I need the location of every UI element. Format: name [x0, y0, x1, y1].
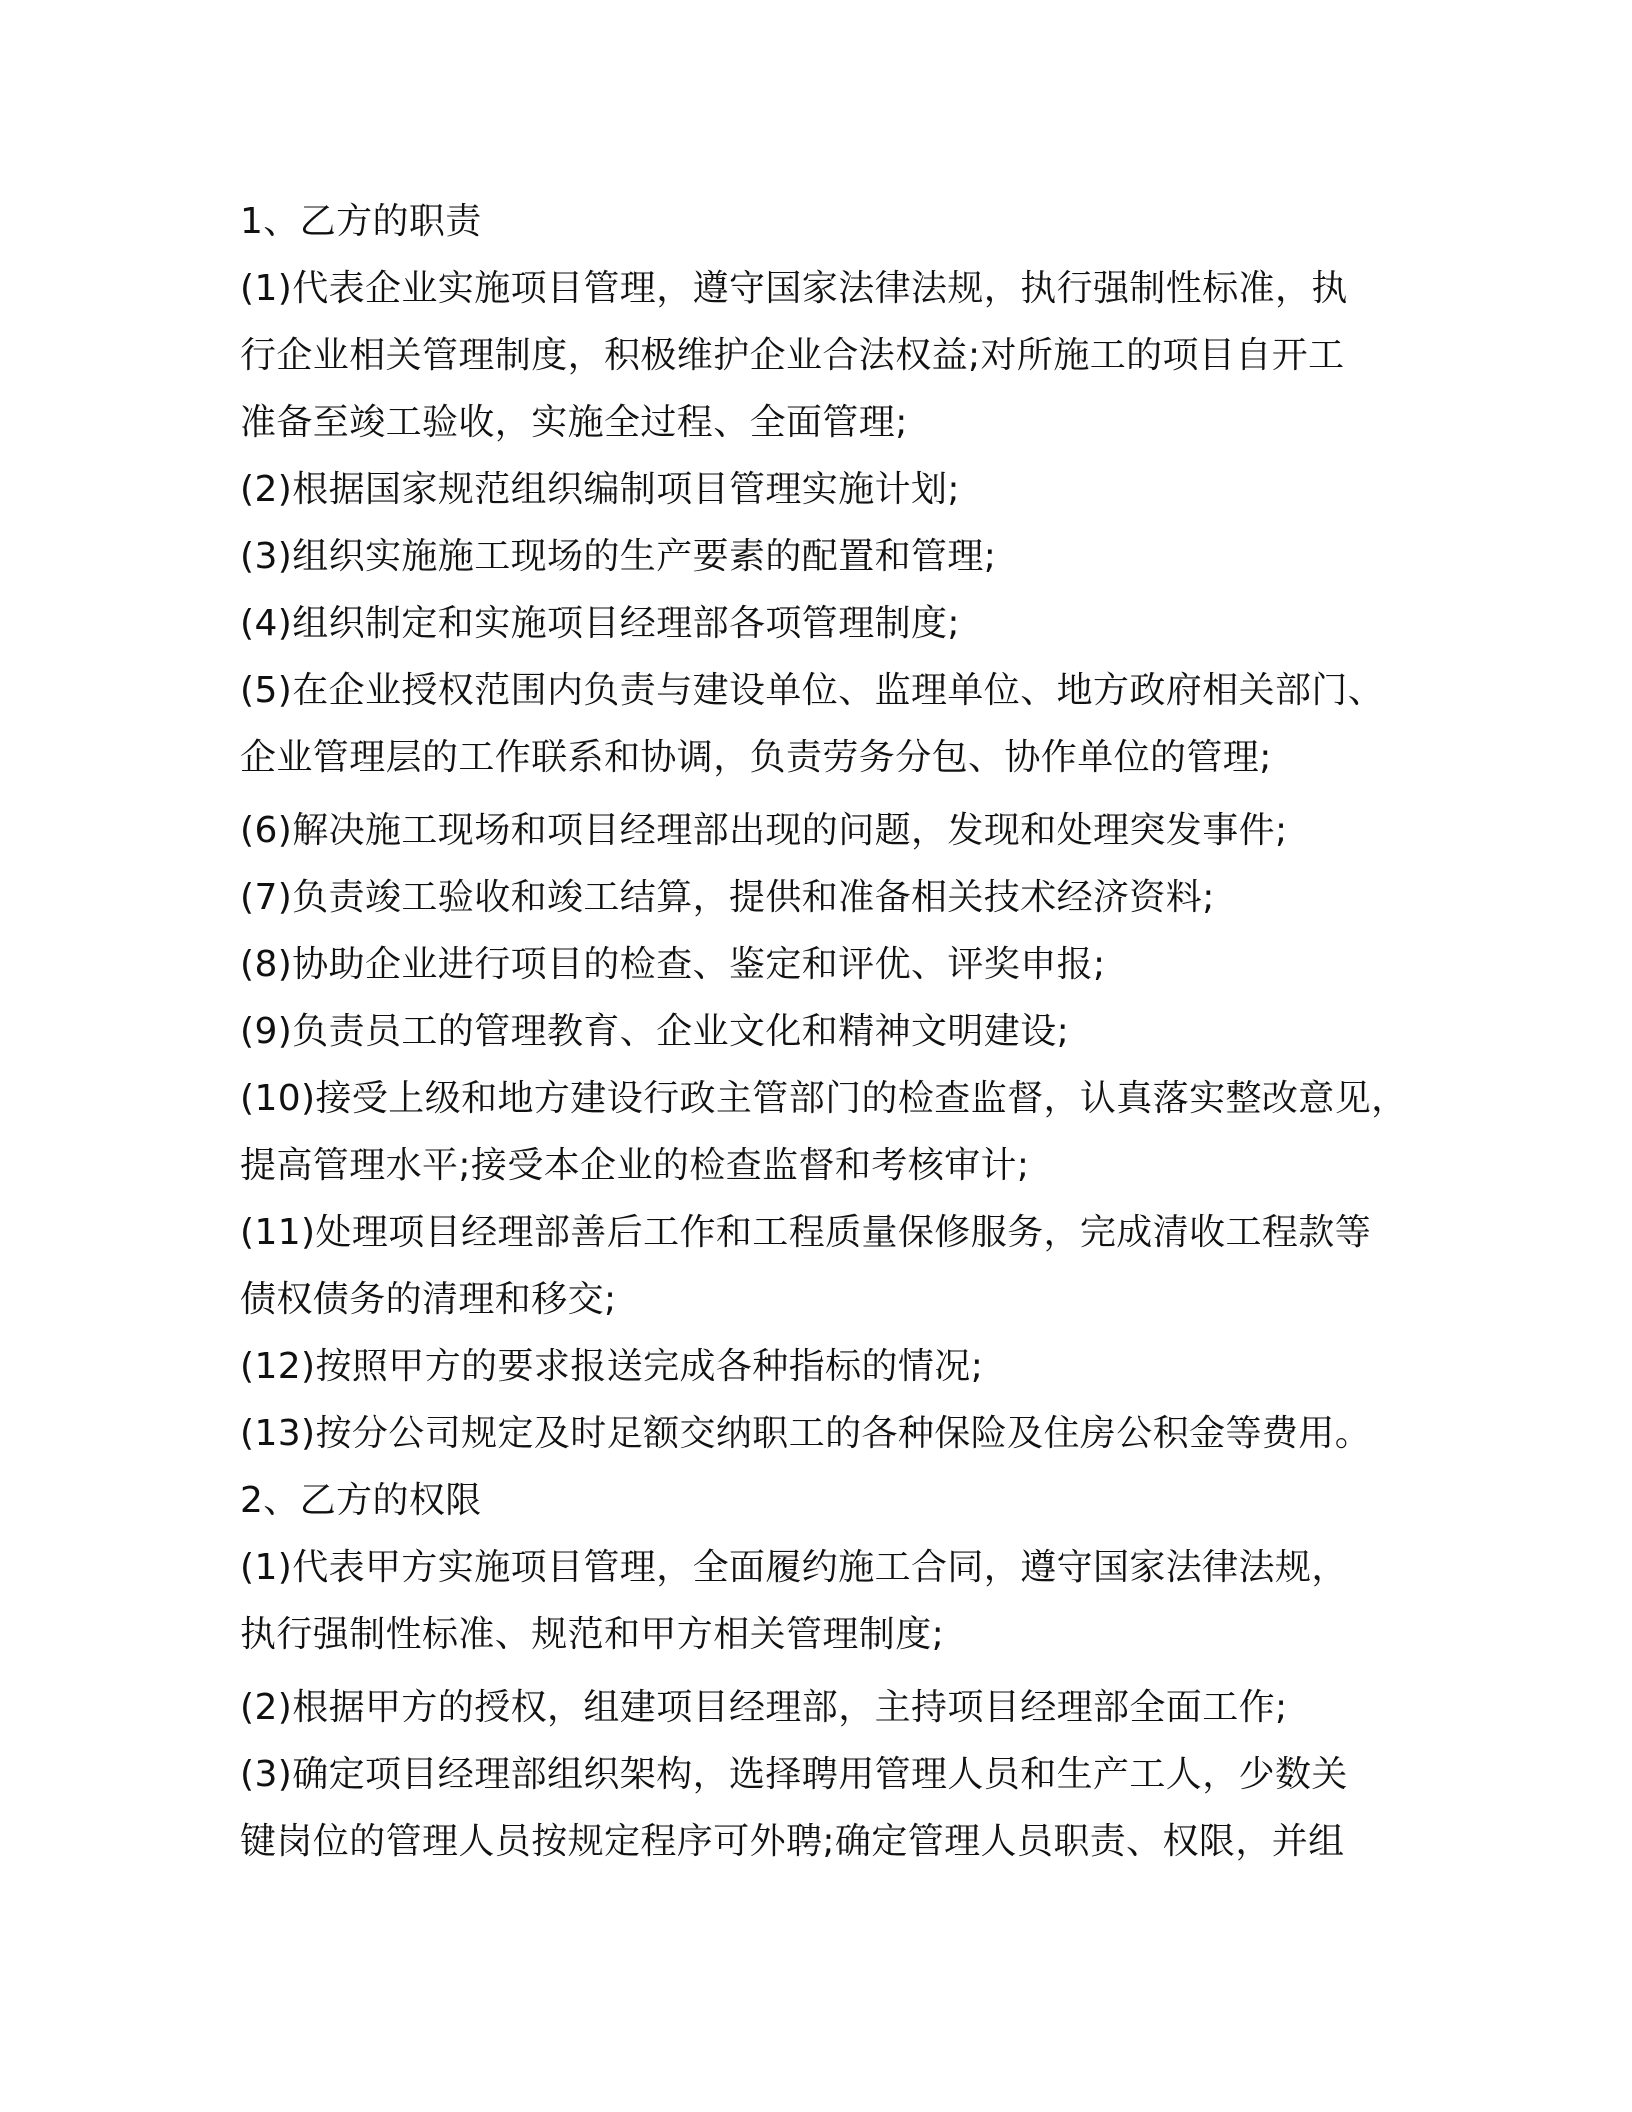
text-line: (3)确定项目经理部组织架构，选择聘用管理人员和生产工人，少数关 [240, 1754, 1348, 1795]
text-line: (1)代表企业实施项目管理，遵守国家法律法规，执行强制性标准，执 [240, 268, 1348, 309]
text-line: (9)负责员工的管理教育、企业文化和精神文明建设; [240, 1011, 1070, 1052]
section-heading-2: 2、乙方的权限 [240, 1480, 482, 1521]
text-line: 行企业相关管理制度，积极维护企业合法权益;对所施工的项目自开工 [240, 335, 1345, 376]
text-line: 提高管理水平;接受本企业的检查监督和考核审计; [240, 1145, 1030, 1186]
text-line: (5)在企业授权范围内负责与建设单位、监理单位、地方政府相关部门、 [240, 670, 1385, 711]
text-line: (2)根据国家规范组织编制项目管理实施计划; [240, 469, 960, 510]
text-line: (11)处理项目经理部善后工作和工程质量保修服务，完成清收工程款等 [240, 1212, 1372, 1253]
text-line: 键岗位的管理人员按规定程序可外聘;确定管理人员职责、权限，并组 [240, 1821, 1345, 1862]
text-line: 执行强制性标准、规范和甲方相关管理制度; [240, 1614, 945, 1655]
text-line: (1)代表甲方实施项目管理，全面履约施工合同，遵守国家法律法规， [240, 1547, 1348, 1588]
text-line: 债权债务的清理和移交; [240, 1279, 617, 1320]
text-line: (6)解决施工现场和项目经理部出现的问题，发现和处理突发事件; [240, 810, 1288, 851]
text-line: 准备至竣工验收，实施全过程、全面管理; [240, 402, 908, 443]
section-heading-1: 1、乙方的职责 [240, 201, 482, 242]
text-line: (13)按分公司规定及时足额交纳职工的各种保险及住房公积金等费用。 [240, 1413, 1372, 1454]
text-line: (3)组织实施施工现场的生产要素的配置和管理; [240, 536, 997, 577]
text-line: (10)接受上级和地方建设行政主管部门的检查监督，认真落实整改意见， [240, 1078, 1408, 1119]
text-line: (7)负责竣工验收和竣工结算，提供和准备相关技术经济资料; [240, 877, 1215, 918]
text-line: (8)协助企业进行项目的检查、鉴定和评优、评奖申报; [240, 944, 1106, 985]
text-line: 企业管理层的工作联系和协调，负责劳务分包、协作单位的管理; [240, 737, 1272, 778]
text-line: (4)组织制定和实施项目经理部各项管理制度; [240, 603, 960, 644]
text-line: (12)按照甲方的要求报送完成各种指标的情况; [240, 1346, 984, 1387]
document-body [240, 188, 1420, 1875]
text-line: (2)根据甲方的授权，组建项目经理部，主持项目经理部全面工作; [240, 1687, 1288, 1728]
